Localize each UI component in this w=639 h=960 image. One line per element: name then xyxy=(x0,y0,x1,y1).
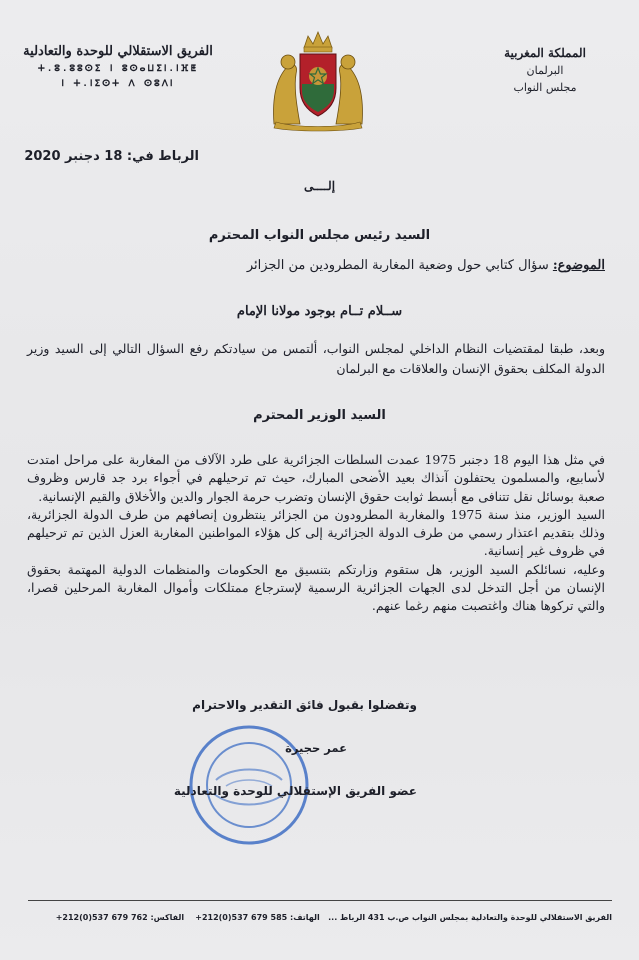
footer-fax: +212(0)537 679 762 xyxy=(55,913,148,922)
footer-phone-label: الهاتف: xyxy=(290,913,320,922)
greeting: ســلام تــام بوجود مولانا الإمام xyxy=(236,304,403,319)
footer-fax-label: الفاكس: xyxy=(150,913,185,922)
addressee: السيد رئيس مجلس النواب المحترم xyxy=(208,228,431,243)
lion-supporter-right-icon xyxy=(336,55,362,124)
institution-header xyxy=(485,46,605,94)
kingdom-label: المملكة المغربية xyxy=(504,46,586,60)
signatory-name: عمر حجيرة xyxy=(285,741,347,755)
lion-supporter-left-icon xyxy=(274,55,300,124)
signatory-role: عضو الفريق الإستقلالي للوحدة والتعادلية xyxy=(173,784,417,798)
coat-of-arms-emblem xyxy=(266,28,370,132)
house-label: مجلس النواب xyxy=(513,81,577,94)
to-label: إلــــى xyxy=(303,179,336,193)
subject-line xyxy=(247,258,605,273)
tifinagh-line-1: ⵜ.ⵓ.ⵓⵓⵙⵉ ⵏ ⵓⵙⴰⵡⵉⵏ.ⵏⴼⵟ xyxy=(37,64,199,74)
crown-icon xyxy=(304,32,332,52)
date-line: الرباط في: 18 دجنبر 2020 xyxy=(24,149,199,164)
body-paragraph: السيد الوزير، منذ سنة 1975 والمغاربة المطرودون من الجزائر ينتظرون إنصافهم من طرف الدولة الجزائرية، وذلك بتقديم اعتذار رسمي من طرف الدولة الجزائرية إلى كل هؤلاء المواطنين المغاربة العزل الذين تم ترحيلهم في ظروف غير إنسانية. xyxy=(27,506,605,559)
closing-line: وتفضلوا بقبول فائق التقدير والاحترام xyxy=(192,698,417,712)
group-name: الفريق الاستقلالي للوحدة والتعادلية xyxy=(23,44,213,59)
subject-label: الموضوع: xyxy=(552,258,605,273)
letter-body xyxy=(27,451,605,616)
group-header xyxy=(14,44,222,89)
tifinagh-line-2: ⵏ ⵜ.ⵏⵉⵙⵜ ⴷ ⵙⵓⴷⵏ xyxy=(61,79,175,89)
shield-icon xyxy=(300,54,336,116)
body-paragraph: وعليه، نسائلكم السيد الوزير، هل ستقوم وزارتكم بتنسيق مع الحكومات والمنظمات الدولية المهتمة بحقوق الإنسان من أجل التدخل لدى الجهات الجزائرية الرسمية لإسترجاع ممتلكات وأموال المغاربة المرحلين قصرا، والتي تركوها هناك واغتصبت منهم رغما عنهم. xyxy=(27,561,605,614)
subject-text: سؤال كتابي حول وضعية المغاربة المطرودين من الجزائر xyxy=(246,258,549,273)
intro-paragraph: وبعد، طبقا لمقتضيات النظام الداخلي لمجلس النواب، ألتمس من سيادتكم رفع السؤال التالي إلى السيد وزير الدولة المكلف بحقوق الإنسان والعلاقات مع البرلمان xyxy=(27,341,605,376)
footer-address: الفريق الاستقلالي للوحدة والتعادلية بمجلس النواب ص.ب 431 الرباط ... xyxy=(328,913,612,922)
footer-divider xyxy=(28,900,612,901)
minister-salutation: السيد الوزير المحترم xyxy=(253,408,386,423)
parliament-label: البرلمان xyxy=(526,64,564,77)
body-paragraph: في مثل هذا اليوم 18 دجنبر 1975 عمدت السلطات الجزائرية على طرد الآلاف من المغاربة على مراحل امتدت لأسابيع، والمسلمون يحتفلون آنذاك بعيد الأضحى المبارك، حيث تم ترحيلهم في أجواء برد جد قارس وظروف صعبة بوسائل نقل تتنافى مع أبسط ثوابت حقوق الإنسان وتضرب حرمة الجوار والدين والأخلاق والقيم الإنسانية. xyxy=(27,452,605,504)
footer-phone: +212(0)537 679 585 xyxy=(195,913,288,922)
footer xyxy=(28,913,612,922)
